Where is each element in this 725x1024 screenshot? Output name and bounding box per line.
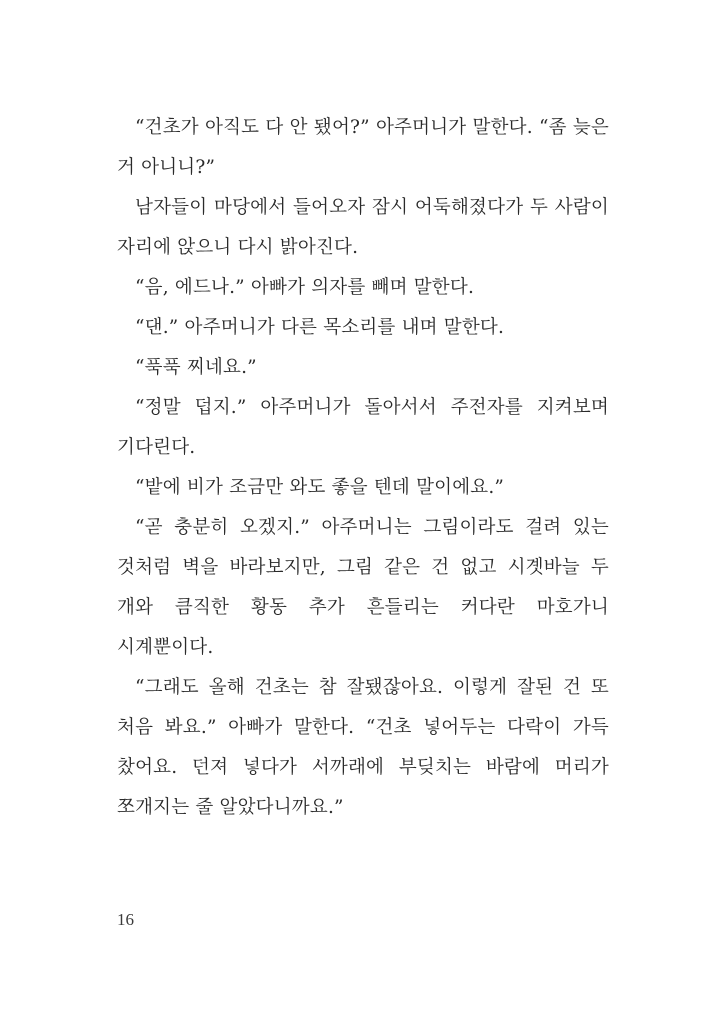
paragraph: “댄.” 아주머니가 다른 목소리를 내며 말한다. bbox=[135, 317, 505, 338]
paragraph: “음, 에드나.” 아빠가 의자를 빼며 말한다. bbox=[135, 277, 475, 298]
paragraph: 남자들이 마당에서 들어오자 잠시 어둑해졌다가 두 사람이 자리에 앉으니 다시 밝아진다. bbox=[117, 197, 609, 258]
paragraph: “그래도 올해 건초는 참 잘됐잖아요. 이렇게 잘된 건 또 처음 봐요.” 아빠가 말한다. “건초 넣어두는 다락이 가득 찼어요. 던져 넣다가 서까래에 부딪치는 바람에 머리가 쪼개지는 줄 알았다니까요.” bbox=[117, 677, 609, 818]
paragraph: “밭에 비가 조금만 와도 좋을 텐데 말이에요.” bbox=[135, 477, 505, 498]
page-number: 16 bbox=[117, 910, 134, 929]
paragraph: “곧 충분히 오겠지.” 아주머니는 그림이라도 걸려 있는 것처럼 벽을 바라보지만, 그림 같은 건 없고 시곗바늘 두 개와 큼직한 황동 추가 흔들리는 커다란 마호가니 시계뿐이다. bbox=[117, 517, 609, 658]
paragraph: “정말 덥지.” 아주머니가 돌아서서 주전자를 지켜보며 기다린다. bbox=[117, 397, 609, 458]
paragraph: “푹푹 찌네요.” bbox=[135, 357, 257, 378]
body-text bbox=[117, 108, 609, 828]
paragraph: “건초가 아직도 다 안 됐어?” 아주머니가 말한다. “좀 늦은 거 아니니?” bbox=[117, 117, 609, 178]
